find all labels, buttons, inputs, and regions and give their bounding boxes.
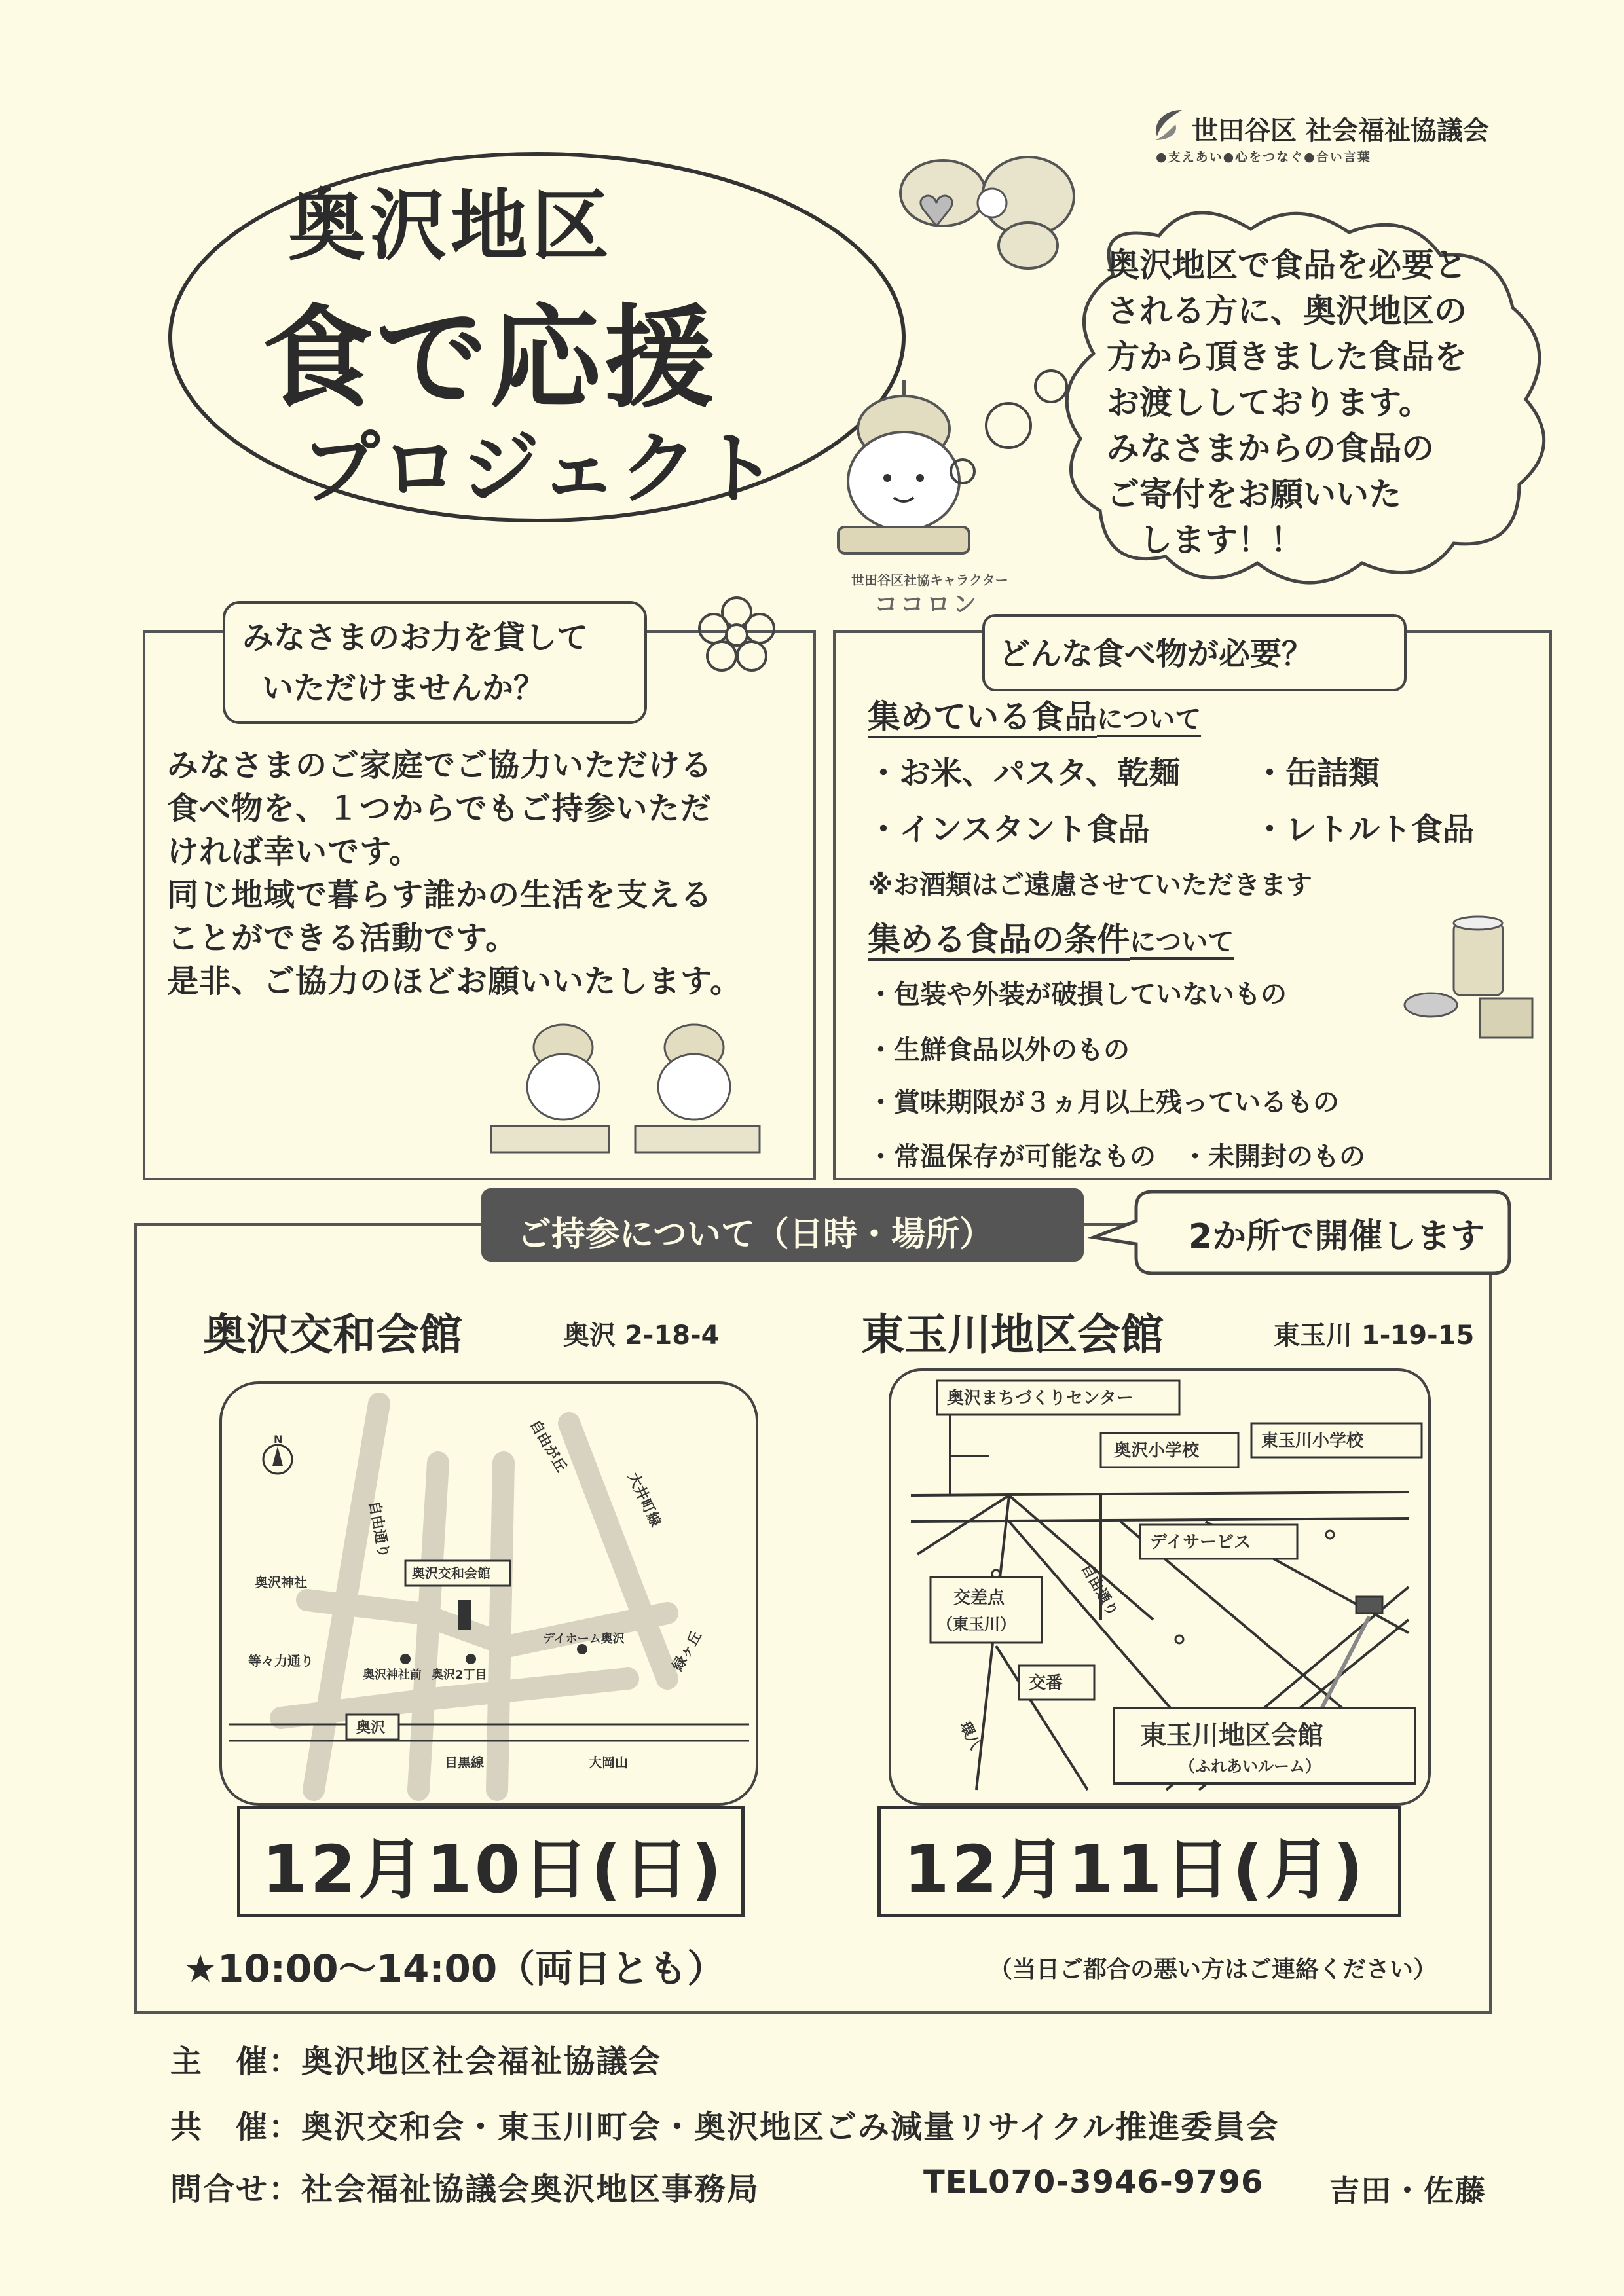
map1-todoroki: 等々力通り	[248, 1653, 314, 1669]
map1-jiyu-dori: 自由通り	[365, 1499, 392, 1559]
org-name: 世田谷区 社会福祉協議会	[1192, 116, 1489, 146]
contact-value: 社会福祉協議会奥沢地区事務局	[301, 2171, 760, 2208]
venue2-date: 12月11日(月)	[904, 1831, 1366, 1908]
venue2-address: 東玉川 1-19-15	[1274, 1321, 1475, 1351]
org-logo-icon	[1149, 105, 1189, 144]
map1-ookayama: 大岡山	[589, 1755, 628, 1770]
footer-contact	[170, 2164, 760, 2209]
mascot-caption: 世田谷区社協キャラクター	[851, 572, 1008, 588]
venue1-address: 奥沢 2-18-4	[563, 1321, 720, 1351]
mascot-name: ココロン	[874, 591, 980, 618]
condition-item: ・包装や外装が破損していないもの	[868, 979, 1287, 1010]
map1-oimachi-line: 大井町線	[624, 1470, 664, 1530]
time-info: ★10:00〜14:00（両日とも）	[183, 1946, 726, 1991]
co-organizer-label: 共 催：	[170, 2109, 302, 2145]
appeal-heading-line: みなさまのお力を貸して	[242, 619, 589, 656]
venue1-date: 12月10日(日)	[262, 1831, 724, 1908]
map2-machizukuri: 奥沢まちづくりセンター	[947, 1389, 1134, 1408]
mascots-eating-icon	[471, 1008, 779, 1165]
cloud-text-line: 奥沢地区で食品を必要と	[1107, 246, 1467, 284]
org-tagline: ●支えあい●心をつなぐ●合い言葉	[1156, 150, 1371, 164]
map2-koban: 交番	[1029, 1673, 1063, 1693]
collect-title-row	[868, 691, 1201, 738]
appeal-body-line: 同じ地域で暮らす誰かの生活を支える	[167, 877, 713, 913]
condition-item: ・常温保存が可能なもの ・未開封のもの	[868, 1142, 1365, 1172]
appeal-body-line: みなさまのご家庭でご協力いただける	[167, 747, 713, 784]
map2-room: （ふれあいルーム）	[1179, 1757, 1321, 1776]
appeal-body-line: 是非、ご協力のほどお願いいたします。	[167, 963, 743, 1000]
bubble-text: 2か所で開催します	[1189, 1217, 1485, 1256]
absence-note: （当日ご都合の悪い方はご連絡ください）	[989, 1956, 1437, 1983]
venue2-name: 東玉川地区会館	[861, 1309, 1164, 1360]
collect-title: 集めている食品	[868, 698, 1097, 738]
cloud-text-line: します！！	[1107, 521, 1303, 559]
map1-meguro-line: 目黒線	[445, 1755, 484, 1770]
contact-names: 吉田・佐藤	[1329, 2173, 1486, 2208]
food-item: ・インスタント食品	[868, 811, 1150, 848]
cloud-text-line: お渡ししております。	[1107, 384, 1431, 422]
map2-kaikan: 東玉川地区会館	[1140, 1721, 1323, 1751]
cloud-text-line: ご寄付をお願いいた	[1107, 475, 1401, 513]
alcohol-note: ※お酒類はご遠慮させていただきます	[868, 870, 1312, 900]
bring-banner-text: ご持参について（日時・場所）	[517, 1215, 993, 1254]
map2-okusawa-es: 奥沢小学校	[1114, 1441, 1200, 1461]
flower-icon	[694, 592, 779, 678]
appeal-body-line: ければ幸いです。	[167, 833, 422, 870]
footer-co-organizer	[170, 2102, 1279, 2147]
title-line-2: 食で応援	[262, 294, 718, 424]
food-item: ・お米、パスタ、乾麺	[868, 755, 1181, 792]
appeal-heading-line: いただけませんか？	[262, 670, 545, 706]
footer-organizer	[170, 2036, 661, 2081]
food-item: ・缶詰類	[1254, 755, 1380, 792]
cloud-text-line: 方から頂きました食品を	[1107, 338, 1467, 376]
map1-jinja-mae: 奥沢神社前	[363, 1668, 422, 1682]
map1-kaikan: 奥沢交和会館	[412, 1565, 490, 1581]
cloud-text-line: される方に、奥沢地区の	[1107, 292, 1467, 330]
map2-svg	[891, 1371, 1428, 1803]
title-line-1: 奥沢地区	[288, 181, 614, 271]
map1-svg	[222, 1384, 756, 1803]
cloud-text-line: みなさまからの食品の	[1107, 429, 1434, 467]
canned-food-icon	[1401, 913, 1539, 1051]
map-okusawa-kowa-kaikan	[219, 1381, 758, 1806]
map-higashi-tamagawa-kaikan	[889, 1368, 1431, 1806]
organizer-label: 主 催：	[170, 2043, 302, 2080]
collect-suffix: について	[1097, 704, 1201, 737]
condition-title: 集める食品の条件	[868, 920, 1130, 961]
map1-okusawa2: 奥沢2丁目	[432, 1668, 487, 1682]
map2-kanpachi: 環八	[956, 1719, 984, 1753]
map2-kosaten-sub: （東玉川）	[937, 1615, 1016, 1633]
map1-dayhome: デイホーム奥沢	[543, 1632, 625, 1646]
condition-title-row	[868, 913, 1234, 960]
title-line-3: プロジェクト	[301, 424, 779, 515]
appeal-body-line: ことができる活動です。	[167, 920, 518, 957]
map1-midorigaoka: 緑ヶ丘	[669, 1628, 706, 1674]
food-item: ・レトルト食品	[1254, 811, 1475, 848]
organizer-value: 奥沢地区社会福祉協議会	[301, 2043, 662, 2080]
map2-jiyu-dori: 自由通り	[1077, 1561, 1121, 1620]
map1-jinja: 奥沢神社	[255, 1575, 307, 1590]
contact-label: 問合せ：	[170, 2171, 302, 2208]
contact-tel: TEL070-3946-9796	[923, 2164, 1264, 2200]
map1-station: 奥沢	[356, 1720, 386, 1736]
map1-jiyugaoka: 自由が丘	[526, 1417, 570, 1476]
co-organizer-value: 奥沢交和会・東玉川町会・奥沢地区ごみ減量リサイクル推進委員会	[301, 2109, 1280, 2145]
condition-item: ・賞味期限が３ヵ月以上残っているもの	[868, 1087, 1339, 1118]
map2-kosaten: 交差点	[953, 1588, 1005, 1608]
condition-item: ・生鮮食品以外のもの	[868, 1035, 1130, 1065]
food-heading: どんな食べ物が必要？	[999, 636, 1314, 672]
map2-dayservice: デイサービス	[1150, 1533, 1251, 1552]
venue1-name: 奥沢交和会館	[203, 1309, 462, 1360]
map1-north: N	[274, 1433, 283, 1446]
appeal-body-line: 食べ物を、１つからでもご持参いただ	[167, 790, 712, 827]
condition-suffix: について	[1130, 927, 1234, 960]
map2-higashi-es: 東玉川小学校	[1261, 1431, 1364, 1451]
